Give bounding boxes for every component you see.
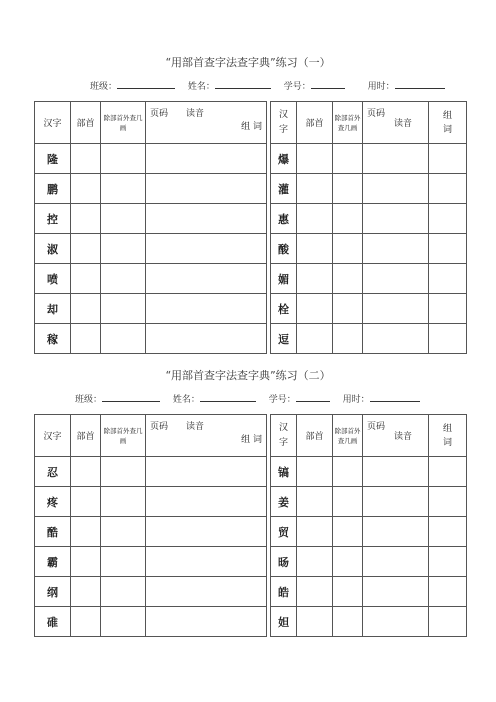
hanzi-cell-right: 媚 bbox=[271, 264, 297, 294]
strokes-field-right[interactable] bbox=[333, 577, 363, 607]
exercise-table-1 bbox=[34, 101, 467, 354]
bushou-field-left[interactable] bbox=[71, 607, 101, 637]
page-reading-field-right[interactable] bbox=[363, 607, 429, 637]
page-reading-field-right[interactable] bbox=[363, 517, 429, 547]
time-field[interactable] bbox=[370, 392, 420, 402]
page-reading-field-right[interactable] bbox=[363, 457, 429, 487]
header-yema-right: 页码 bbox=[367, 109, 386, 119]
class-field[interactable] bbox=[102, 392, 160, 402]
hanzi-cell-left: 疼 bbox=[35, 487, 71, 517]
info-row-2 bbox=[75, 392, 420, 405]
header-hanzi-vertical: 汉 字 bbox=[271, 415, 297, 457]
hanzi-cell-left: 却 bbox=[35, 294, 71, 324]
page-reading-field-right[interactable] bbox=[363, 324, 429, 354]
page-reading-words-field-left[interactable] bbox=[146, 517, 267, 547]
header-duyin: 读音 bbox=[186, 422, 205, 432]
time-label: 用时： bbox=[342, 395, 370, 405]
words-field-right[interactable] bbox=[429, 174, 467, 204]
page-reading-words-field-left[interactable] bbox=[146, 174, 267, 204]
header-yema-duyin-right bbox=[363, 415, 429, 457]
strokes-field-left[interactable] bbox=[101, 487, 146, 517]
info-row-1 bbox=[90, 79, 445, 92]
table-row bbox=[35, 487, 467, 517]
strokes-field-right[interactable] bbox=[333, 204, 363, 234]
page-reading-field-right[interactable] bbox=[363, 487, 429, 517]
page-reading-field-right[interactable] bbox=[363, 294, 429, 324]
name-label: 姓名： bbox=[172, 395, 200, 405]
strokes-field-right[interactable] bbox=[333, 324, 363, 354]
bushou-field-left[interactable] bbox=[71, 234, 101, 264]
bushou-field-right[interactable] bbox=[297, 577, 333, 607]
hanzi-cell-right: 逗 bbox=[271, 324, 297, 354]
bushou-field-left[interactable] bbox=[71, 174, 101, 204]
hanzi-cell-left: 稼 bbox=[35, 324, 71, 354]
bushou-field-right[interactable] bbox=[297, 204, 333, 234]
hanzi-cell-right: 皓 bbox=[271, 577, 297, 607]
page-reading-words-field-left[interactable] bbox=[146, 264, 267, 294]
words-field-right[interactable] bbox=[429, 457, 467, 487]
class-label: 班级： bbox=[75, 395, 103, 405]
header-zuci: 组 词 bbox=[241, 435, 262, 445]
strokes-field-left[interactable] bbox=[101, 294, 146, 324]
bushou-field-right[interactable] bbox=[297, 607, 333, 637]
hanzi-cell-left: 霸 bbox=[35, 547, 71, 577]
hanzi-cell-right: 旸 bbox=[271, 547, 297, 577]
bushou-field-right[interactable] bbox=[297, 144, 333, 174]
hanzi-cell-left: 酷 bbox=[35, 517, 71, 547]
strokes-field-left[interactable] bbox=[101, 457, 146, 487]
bushou-field-right[interactable] bbox=[297, 294, 333, 324]
student-id-field[interactable] bbox=[296, 392, 330, 402]
table-row bbox=[35, 547, 467, 577]
bushou-field-left[interactable] bbox=[71, 144, 101, 174]
strokes-field-left[interactable] bbox=[101, 204, 146, 234]
strokes-field-right[interactable] bbox=[333, 294, 363, 324]
worksheet-title-1: “用部首查字法查字典”练习（一） bbox=[165, 56, 331, 69]
worksheet-title-2: “用部首查字法查字典”练习（二） bbox=[165, 369, 331, 382]
hanzi-cell-right: 灌 bbox=[271, 174, 297, 204]
page-reading-words-field-left[interactable] bbox=[146, 607, 267, 637]
table-row bbox=[35, 577, 467, 607]
page-reading-field-right[interactable] bbox=[363, 234, 429, 264]
time-field[interactable] bbox=[395, 79, 445, 89]
bushou-field-left[interactable] bbox=[71, 457, 101, 487]
strokes-field-right[interactable] bbox=[333, 517, 363, 547]
table-row bbox=[35, 234, 467, 264]
header-duyin: 读音 bbox=[186, 109, 205, 119]
page-reading-words-field-left[interactable] bbox=[146, 234, 267, 264]
hanzi-cell-left: 忍 bbox=[35, 457, 71, 487]
page-reading-field-right[interactable] bbox=[363, 144, 429, 174]
words-field-right[interactable] bbox=[429, 144, 467, 174]
bushou-field-right[interactable] bbox=[297, 487, 333, 517]
header-row bbox=[35, 415, 467, 457]
words-field-right[interactable] bbox=[429, 577, 467, 607]
hanzi-cell-left: 碓 bbox=[35, 607, 71, 637]
page-reading-field-right[interactable] bbox=[363, 577, 429, 607]
words-field-right[interactable] bbox=[429, 204, 467, 234]
header-bushou: 部首 bbox=[71, 415, 101, 457]
bushou-field-right[interactable] bbox=[297, 174, 333, 204]
header-duyin-right: 读音 bbox=[393, 119, 412, 129]
hanzi-cell-left: 控 bbox=[35, 204, 71, 234]
page-reading-words-field-left[interactable] bbox=[146, 204, 267, 234]
hanzi-cell-right: 酸 bbox=[271, 234, 297, 264]
hanzi-cell-left: 淑 bbox=[35, 234, 71, 264]
strokes-field-left[interactable] bbox=[101, 264, 146, 294]
table-row bbox=[35, 174, 467, 204]
strokes-field-right[interactable] bbox=[333, 174, 363, 204]
strokes-field-left[interactable] bbox=[101, 517, 146, 547]
strokes-field-right[interactable] bbox=[333, 607, 363, 637]
strokes-field-left[interactable] bbox=[101, 324, 146, 354]
header-chuwai: 除部首外查几画 bbox=[101, 102, 146, 144]
page-reading-words-field-left[interactable] bbox=[146, 324, 267, 354]
header-zuci-right: 组 词 bbox=[429, 415, 467, 457]
page-reading-field-right[interactable] bbox=[363, 174, 429, 204]
header-bushou-right: 部首 bbox=[297, 415, 333, 457]
strokes-field-left[interactable] bbox=[101, 174, 146, 204]
strokes-field-right[interactable] bbox=[333, 547, 363, 577]
hanzi-cell-right: 贸 bbox=[271, 517, 297, 547]
page-reading-field-right[interactable] bbox=[363, 264, 429, 294]
bushou-field-right[interactable] bbox=[297, 457, 333, 487]
page-reading-field-right[interactable] bbox=[363, 547, 429, 577]
header-yema: 页码 bbox=[150, 422, 169, 432]
bushou-field-left[interactable] bbox=[71, 324, 101, 354]
strokes-field-right[interactable] bbox=[333, 234, 363, 264]
header-bushou: 部首 bbox=[71, 102, 101, 144]
header-bushou-right: 部首 bbox=[297, 102, 333, 144]
header-yema-duyin-zuci bbox=[146, 102, 267, 144]
hanzi-cell-left: 喷 bbox=[35, 264, 71, 294]
strokes-field-right[interactable] bbox=[333, 144, 363, 174]
table-row bbox=[35, 144, 467, 174]
strokes-field-left[interactable] bbox=[101, 577, 146, 607]
page-reading-words-field-left[interactable] bbox=[146, 294, 267, 324]
student-id-label: 学号： bbox=[283, 82, 311, 92]
table-row bbox=[35, 324, 467, 354]
bushou-field-right[interactable] bbox=[297, 234, 333, 264]
header-yema-duyin-zuci bbox=[146, 415, 267, 457]
bushou-field-right[interactable] bbox=[297, 517, 333, 547]
header-yema: 页码 bbox=[150, 109, 169, 119]
page-reading-words-field-left[interactable] bbox=[146, 457, 267, 487]
page-reading-words-field-left[interactable] bbox=[146, 577, 267, 607]
hanzi-cell-right: 妲 bbox=[271, 607, 297, 637]
words-field-right[interactable] bbox=[429, 324, 467, 354]
bushou-field-left[interactable] bbox=[71, 294, 101, 324]
words-field-right[interactable] bbox=[429, 294, 467, 324]
page-reading-words-field-left[interactable] bbox=[146, 144, 267, 174]
hanzi-cell-left: 鹏 bbox=[35, 174, 71, 204]
bushou-field-right[interactable] bbox=[297, 264, 333, 294]
bushou-field-left[interactable] bbox=[71, 547, 101, 577]
header-zuci-right: 组 词 bbox=[429, 102, 467, 144]
table-row bbox=[35, 204, 467, 234]
hanzi-cell-left: 纲 bbox=[35, 577, 71, 607]
student-id-field[interactable] bbox=[311, 79, 345, 89]
hanzi-cell-left: 隆 bbox=[35, 144, 71, 174]
words-field-right[interactable] bbox=[429, 234, 467, 264]
bushou-field-left[interactable] bbox=[71, 577, 101, 607]
header-hanzi-vertical: 汉 字 bbox=[271, 102, 297, 144]
bushou-field-left[interactable] bbox=[71, 264, 101, 294]
table-row bbox=[35, 457, 467, 487]
exercise-table-2 bbox=[34, 414, 467, 637]
words-field-right[interactable] bbox=[429, 547, 467, 577]
strokes-field-left[interactable] bbox=[101, 144, 146, 174]
time-label: 用时： bbox=[367, 82, 395, 92]
strokes-field-right[interactable] bbox=[333, 264, 363, 294]
header-duyin-right: 读音 bbox=[393, 432, 412, 442]
header-row bbox=[35, 102, 467, 144]
table-row bbox=[35, 294, 467, 324]
header-zuci: 组 词 bbox=[241, 122, 262, 132]
words-field-right[interactable] bbox=[429, 607, 467, 637]
words-field-right[interactable] bbox=[429, 264, 467, 294]
strokes-field-right[interactable] bbox=[333, 487, 363, 517]
strokes-field-left[interactable] bbox=[101, 547, 146, 577]
table-row bbox=[35, 264, 467, 294]
bushou-field-right[interactable] bbox=[297, 324, 333, 354]
page-reading-words-field-left[interactable] bbox=[146, 547, 267, 577]
class-field[interactable] bbox=[117, 79, 175, 89]
table-row bbox=[35, 517, 467, 547]
header-hanzi: 汉字 bbox=[35, 415, 71, 457]
hanzi-cell-right: 爆 bbox=[271, 144, 297, 174]
name-field[interactable] bbox=[215, 79, 271, 89]
strokes-field-left[interactable] bbox=[101, 607, 146, 637]
hanzi-cell-right: 栓 bbox=[271, 294, 297, 324]
header-chuwai-right: 除部首外查几画 bbox=[333, 102, 363, 144]
bushou-field-left[interactable] bbox=[71, 517, 101, 547]
bushou-field-right[interactable] bbox=[297, 547, 333, 577]
hanzi-cell-right: 惠 bbox=[271, 204, 297, 234]
header-yema-duyin-right bbox=[363, 102, 429, 144]
hanzi-cell-right: 姜 bbox=[271, 487, 297, 517]
class-label: 班级： bbox=[90, 82, 118, 92]
page-reading-field-right[interactable] bbox=[363, 204, 429, 234]
header-chuwai: 除部首外查几画 bbox=[101, 415, 146, 457]
name-label: 姓名： bbox=[187, 82, 215, 92]
bushou-field-left[interactable] bbox=[71, 204, 101, 234]
header-yema-right: 页码 bbox=[367, 422, 386, 432]
header-chuwai-right: 除部首外查几画 bbox=[333, 415, 363, 457]
bushou-field-left[interactable] bbox=[71, 487, 101, 517]
header-hanzi: 汉字 bbox=[35, 102, 71, 144]
name-field[interactable] bbox=[200, 392, 256, 402]
words-field-right[interactable] bbox=[429, 487, 467, 517]
page-reading-words-field-left[interactable] bbox=[146, 487, 267, 517]
strokes-field-right[interactable] bbox=[333, 457, 363, 487]
hanzi-cell-right: 镐 bbox=[271, 457, 297, 487]
strokes-field-left[interactable] bbox=[101, 234, 146, 264]
student-id-label: 学号： bbox=[268, 395, 296, 405]
words-field-right[interactable] bbox=[429, 517, 467, 547]
table-row bbox=[35, 607, 467, 637]
